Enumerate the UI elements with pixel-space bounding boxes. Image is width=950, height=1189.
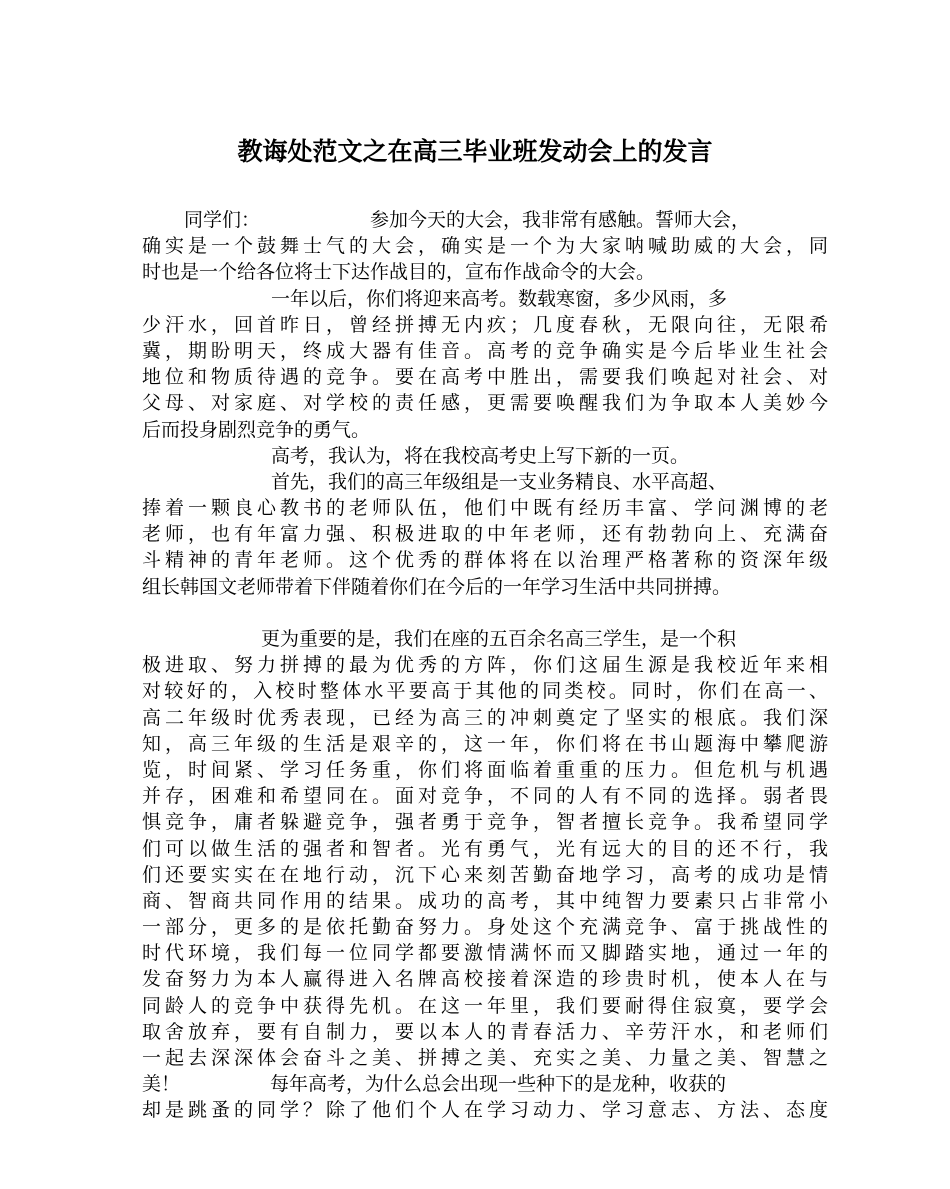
paragraph-line: 知，高三年级的生活是艰辛的，这一年，你们将在书山题海中攀爬游	[142, 732, 828, 755]
paragraph-line: 一年以后，你们将迎来高考。数载寒窗，多少风雨，多	[271, 287, 728, 310]
paragraph-line: 商、智商共同作用的结果。成功的高考，其中纯智力要素只占非常小	[142, 889, 828, 912]
paragraph-line: 首先，我们的高三年级组是一支业务精良、水平高超、	[271, 470, 728, 493]
paragraph-line: 同学们： 参加今天的大会，我非常有感触。誓师大会，	[184, 209, 751, 231]
paragraph-line: 高考，我认为，将在我校高考史上写下新的一页。	[271, 444, 690, 467]
paragraph-line: 时也是一个给各位将士下达作战目的，宣布作战命令的大会。	[142, 261, 656, 284]
paragraph-line: 冀，期盼明天，终成大器有佳音。高考的竞争确实是今后毕业生社会	[142, 339, 828, 362]
paragraph-line: 惧竞争，庸者躲避竞争，强者勇于竞争，智者擅长竞争。我希望同学	[142, 811, 828, 834]
paragraph-line: 却是跳蚤的同学？除了他们个人在学习动力、学习意志、方法、态度	[142, 1099, 828, 1122]
paragraph-line: 更为重要的是，我们在座的五百余名高三学生，是一个积	[261, 628, 737, 650]
paragraph-line: 时代环境，我们每一位同学都要激情满怀而又脚踏实地，通过一年的	[142, 942, 828, 965]
paragraph-line: 同龄人的竞争中获得先机。在这一年里，我们要耐得住寂寞，要学会	[142, 994, 828, 1017]
paragraph-line: 美！ 每年高考，为什么总会出现一些种下的是龙种，收获的	[142, 1073, 727, 1096]
paragraph-line: 确实是一个鼓舞士气的大会，确实是一个为大家呐喊助威的大会，同	[142, 235, 828, 258]
paragraph-line: 高二年级时优秀表现，已经为高三的冲刺奠定了坚实的根底。我们深	[142, 706, 828, 729]
salutation: 同学们：	[184, 209, 261, 231]
paragraph-line: 少汗水，回首昨日，曾经拼搏无内疚；几度春秋，无限向往，无限希	[142, 313, 828, 336]
paragraph-line: 地位和物质待遇的竞争。要在高考中胜出，需要我们唤起对社会、对	[142, 366, 828, 389]
paragraph-line: 们还要实实在在地行动，沉下心来刻苦勤奋地学习，高考的成功是情	[142, 863, 828, 886]
paragraph-line: 取舍放弃，要有自制力，要以本人的青春活力、辛劳汗水，和老师们	[142, 1020, 828, 1043]
paragraph-line: 后而投身剧烈竞争的勇气。	[142, 418, 371, 441]
paragraph-line: 一部分，更多的是依托勤奋努力。身处这个充满竞争、富于挑战性的	[142, 916, 828, 939]
paragraph-line: 斗精神的青年老师。这个优秀的群体将在以治理严格著称的资深年级	[142, 549, 828, 572]
paragraph-line: 极进取、努力拼搏的最为优秀的方阵，你们这届生源是我校近年来相	[142, 654, 828, 677]
blank-line	[142, 600, 828, 626]
paragraph-line: 们可以做生活的强者和智者。光有勇气，光有远大的目的还不行，我	[142, 837, 828, 860]
paragraph-line: 老师，也有年富力强、积极进取的中年老师，还有勃勃向上、充满奋	[142, 523, 828, 546]
paragraph-line: 捧着一颗良心教书的老师队伍，他们中既有经历丰富、学问渊博的老	[142, 497, 828, 520]
paragraph-line: 并存，困难和希望同在。面对竞争，不同的人有不同的选择。弱者畏	[142, 785, 828, 808]
paragraph-line: 览，时间紧、学习任务重，你们将面临着重重的压力。但危机与机遇	[142, 758, 828, 781]
paragraph-line: 对较好的，入校时整体水平要高于其他的同类校。同时，你们在高一、	[142, 680, 828, 703]
document-title: 教诲处范文之在高三毕业班发动会上的发言	[237, 137, 713, 166]
paragraph-line: 发奋努力为本人赢得进入名牌高校接着深造的珍贵时机，使本人在与	[142, 968, 828, 991]
paragraph-line: 组长韩国文老师带着下伴随着你们在今后的一年学习生活中共同拼搏。	[142, 575, 732, 598]
document-body	[142, 207, 828, 1124]
paragraph-line: 一起去深深体会奋斗之美、拼搏之美、充实之美、力量之美、智慧之	[142, 1047, 828, 1069]
paragraph-line: 父母、对家庭、对学校的责任感，更需要唤醒我们为争取本人美妙今	[142, 392, 828, 415]
